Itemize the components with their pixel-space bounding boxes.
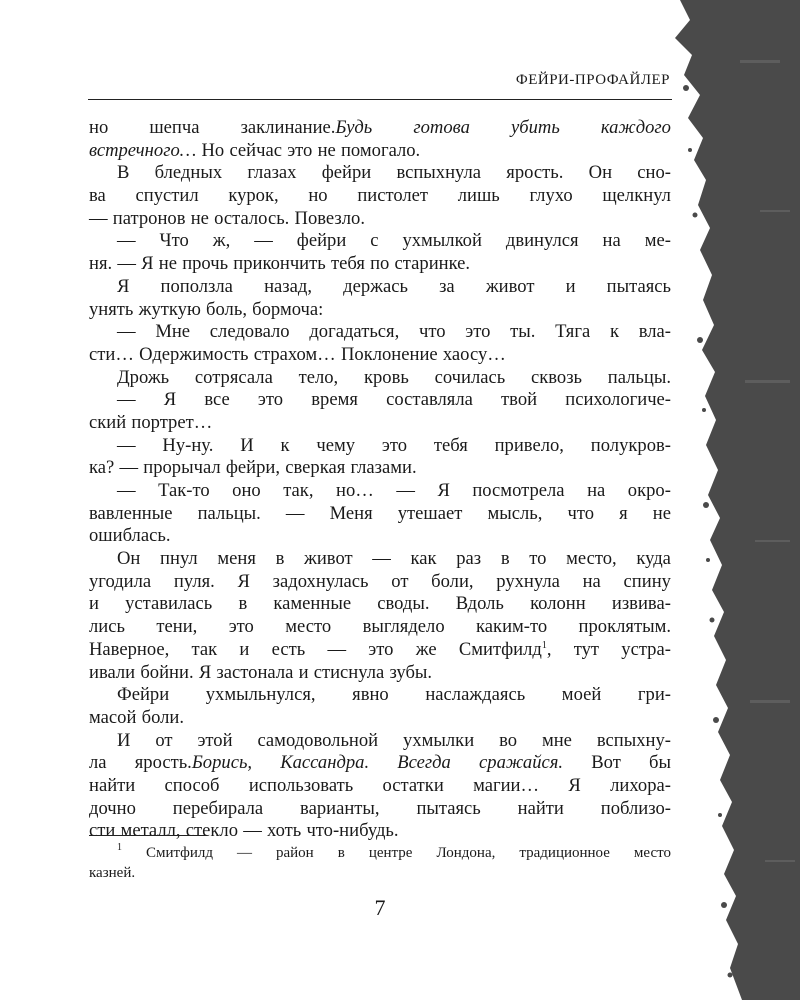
text-line: И от этой самодовольной ухмылки во мне вспыхну- bbox=[117, 729, 671, 751]
text-line: ошиблась. bbox=[89, 525, 171, 547]
text-line: Он пнул меня в живот — как раз в то место, куда bbox=[117, 548, 671, 570]
text-line: Я поползла назад, держась за живот и пытаясь bbox=[117, 275, 671, 297]
text-line: — Ну-ну. И к чему это тебя привело, полукров- bbox=[117, 434, 671, 456]
text-line: встречного… Но сейчас это не помогало. bbox=[89, 139, 421, 161]
text-line: найти способ использовать остатки магии… Я лихора- bbox=[89, 774, 671, 796]
text-line: ня. — Я не прочь прикончить тебя по старинке. bbox=[89, 253, 471, 275]
text-line: Дрожь сотрясала тело, кровь сочилась сквозь пальцы. bbox=[117, 366, 671, 388]
text-line: ва спустил курок, но пистолет лишь глухо щелкнул bbox=[89, 185, 671, 207]
header-rule bbox=[88, 99, 672, 100]
footnote-rule bbox=[89, 835, 207, 836]
text-line: ивали бойни. Я застонала и стиснула зубы. bbox=[89, 661, 433, 683]
footnote-marker: 1 bbox=[117, 842, 122, 853]
text-line: — Так-то оно так, но… — Я посмотрела на окро- bbox=[117, 480, 671, 501]
text-line: ка? — прорычал фейри, сверкая глазами. bbox=[89, 457, 417, 479]
text-line: сти… Одержимость страхом… Поклонение хаосу… bbox=[89, 343, 506, 365]
page-body-text bbox=[89, 117, 671, 843]
text-line: дочно перебирала варианты, пытаясь найти поблизо- bbox=[89, 797, 671, 819]
text-line: казней. bbox=[89, 865, 136, 881]
text-line: — Что ж, — фейри с ухмылкой двинулся на ме- bbox=[117, 230, 671, 252]
text-line: $^1$ Смитфилд — район в центре Лондона, традиционное место bbox=[117, 842, 671, 861]
text-line: — Мне следовало догадаться, что это ты. Тяга к вла- bbox=[117, 321, 671, 343]
footnote bbox=[89, 843, 671, 883]
text-line: но шепча заклинание.Будь готова убить каждого bbox=[89, 117, 671, 138]
text-line: и уставилась в каменные своды. Вдоль колонн извива- bbox=[89, 593, 671, 615]
text-line: Фейри ухмыльнулся, явно наслаждаясь моей гри- bbox=[117, 684, 671, 706]
text-line: — Я все это время составляла твой психологиче- bbox=[117, 389, 671, 411]
text-line: Наверное, так и есть — это же Смитфилд$^1$, тут устра- bbox=[89, 638, 671, 660]
text-line: лись тени, это место выглядело каким-то проклятым. bbox=[89, 616, 671, 638]
text-line: В бледных глазах фейри вспыхнула ярость. Он сно- bbox=[117, 162, 671, 184]
footnote-marker: 1 bbox=[541, 639, 547, 651]
text-line: масой боли. bbox=[89, 706, 184, 728]
page-number: 7 bbox=[374, 895, 386, 920]
text-line: сти металл, стекло — хоть что-нибудь. bbox=[89, 820, 399, 842]
running-header: ФЕЙРИ-ПРОФАЙЛЕР bbox=[515, 72, 670, 88]
text-line: вавленные пальцы. — Меня утешает мысль, что я не bbox=[89, 502, 671, 524]
text-line: унять жуткую боль, бормоча: bbox=[89, 298, 324, 320]
text-line: — патронов не осталось. Повезло. bbox=[89, 207, 365, 229]
text-line: ла ярость.Борись, Кассандра. Всегда сражайся. Вот бы bbox=[89, 752, 671, 774]
text-line: ский портрет… bbox=[89, 411, 213, 433]
text-line: угодила пуля. Я задохнулась от боли, рухнула на спину bbox=[89, 570, 671, 592]
